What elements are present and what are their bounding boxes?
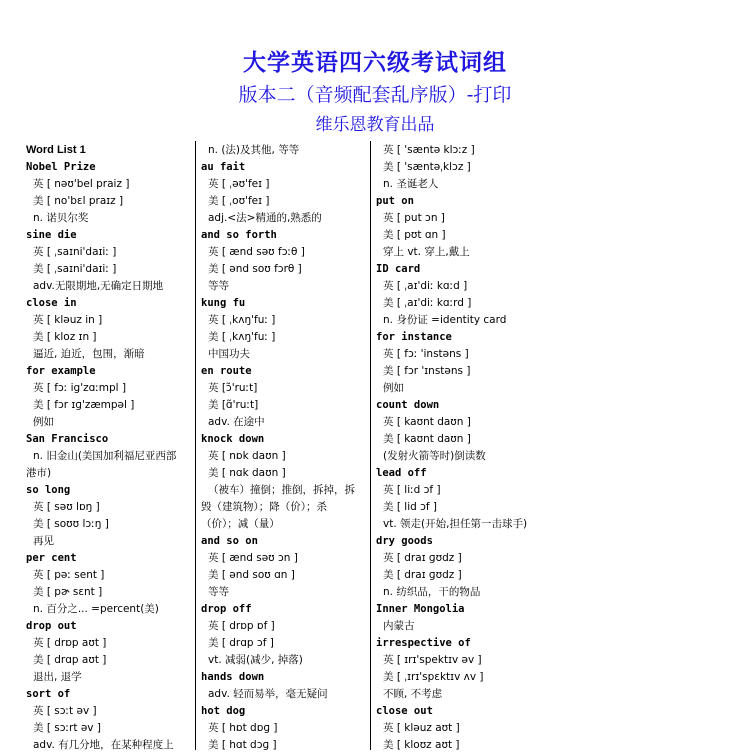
phrase-detail: adv. 有几分地，在某种程度上 bbox=[33, 739, 174, 751]
phrase-detail: 逼近, 迫近，包围，渐暗 bbox=[33, 348, 145, 360]
phrase-detail: 美 [ ˌɪrɪ'spɛktɪv ʌv ] bbox=[383, 671, 484, 683]
document-subtitle: 版本二（音频配套乱序版）-打印 bbox=[238, 84, 512, 106]
phrase-detail: adj.<法>精通的,熟悉的 bbox=[208, 212, 322, 224]
phrase-detail: 美 [ɑ̃'ruːt] bbox=[208, 399, 259, 411]
phrase-headword: per cent bbox=[26, 552, 77, 564]
phrase-headword: Inner Mongolia bbox=[376, 603, 465, 615]
phrase-detail: 美 [ drɑp ɔf ] bbox=[208, 637, 274, 649]
phrase-detail: 美 [ ˌoʊ'feɪ ] bbox=[208, 195, 270, 207]
phrase-detail: n. 旧金山(美国加利福尼亚西部 bbox=[33, 450, 177, 462]
phrase-detail: 英 [ pəː sent ] bbox=[33, 569, 105, 581]
phrase-detail: 美 [ draɪ ɡʊdz ] bbox=[383, 569, 462, 581]
phrase-detail: 英 [ səʊ lɒŋ ] bbox=[33, 501, 100, 513]
phrase-headword: knock down bbox=[201, 433, 265, 445]
phrase-headword: so long bbox=[26, 484, 71, 496]
phrase-detail: vt. 领走(开始,担任第一击球手) bbox=[383, 518, 528, 530]
phrase-detail: 再见 bbox=[33, 535, 54, 547]
phrase-detail: 英 [ɔ̃'ruːt] bbox=[208, 382, 258, 394]
publisher-line: 维乐恩教育出品 bbox=[315, 115, 435, 135]
phrase-detail: 不顾, 不考虑 bbox=[383, 688, 443, 700]
phrase-detail: 例如 bbox=[383, 382, 404, 394]
phrase-detail: 美 [ ˌsaɪni'daɪiː ] bbox=[33, 263, 117, 275]
phrase-detail-continued: 港市) bbox=[26, 467, 52, 479]
phrase-headword: drop off bbox=[201, 603, 252, 615]
phrase-detail: n. (法)及其他, 等等 bbox=[208, 144, 300, 156]
phrase-detail: adv. 轻而易举，毫无疑问 bbox=[208, 688, 328, 700]
phrase-detail: 穿上 vt. 穿上,戴上 bbox=[383, 246, 470, 258]
phrase-detail: 中国功夫 bbox=[208, 348, 250, 360]
word-list-heading: Word List 1 bbox=[26, 144, 86, 156]
phrase-detail: 美 [ nɑk daʊn ] bbox=[208, 467, 286, 479]
phrase-detail: 美 [ no'bɛl praɪz ] bbox=[33, 195, 124, 207]
phrase-detail: 美 [ pʊt ɑn ] bbox=[383, 229, 446, 241]
phrase-detail: 美 [ ˌaɪ'diː kɑːrd ] bbox=[383, 297, 472, 309]
phrase-detail: adv. 在途中 bbox=[208, 416, 265, 428]
phrase-headword: and so on bbox=[201, 535, 258, 547]
phrase-headword: irrespective of bbox=[376, 637, 471, 649]
phrase-headword: close out bbox=[376, 705, 433, 717]
phrase-detail: 美 [ lid ɔf ] bbox=[383, 501, 438, 513]
phrase-detail: (发射火箭等时)倒读数 bbox=[383, 450, 486, 462]
phrase-detail: 等等 bbox=[208, 586, 229, 598]
phrase-headword: hands down bbox=[201, 671, 265, 683]
phrase-detail: 英 [ drɒp ɒf ] bbox=[208, 620, 275, 632]
phrase-detail: 美 [ kaʊnt daʊn ] bbox=[383, 433, 471, 445]
phrase-detail: 英 [ liːd ɔf ] bbox=[383, 484, 441, 496]
phrase-headword: sort of bbox=[26, 688, 71, 700]
phrase-detail: n. 身份证 =identity card bbox=[383, 314, 507, 326]
phrase-detail: adv.无限期地,无确定日期地 bbox=[33, 280, 164, 292]
phrase-headword: close in bbox=[26, 297, 77, 309]
phrase-detail: 美 [ ˌkʌŋ'fuː ] bbox=[208, 331, 276, 343]
document-title: 大学英语四六级考试词组 bbox=[243, 50, 507, 76]
phrase-detail: 美 [ kloz ɪn ] bbox=[33, 331, 97, 343]
phrase-detail-continued: （价）；减（量） bbox=[201, 518, 280, 530]
phrase-detail: 美 [ ənd soʊ ɑn ] bbox=[208, 569, 295, 581]
phrase-detail: 英 [ ˌəʊ'feɪ ] bbox=[208, 178, 270, 190]
phrase-headword: au fait bbox=[201, 161, 246, 173]
phrase-headword: hot dog bbox=[201, 705, 246, 717]
phrase-detail: 美 [ sɔːrt əv ] bbox=[33, 722, 101, 734]
phrase-headword: dry goods bbox=[376, 535, 433, 547]
phrase-headword: and so forth bbox=[201, 229, 277, 241]
phrase-detail: n. 百分之... =percent(美) bbox=[33, 603, 159, 615]
phrase-headword: en route bbox=[201, 365, 252, 377]
phrase-headword: Nobel Prize bbox=[26, 161, 96, 173]
phrase-detail: n. 圣诞老人 bbox=[383, 178, 439, 190]
phrase-headword: San Francisco bbox=[26, 433, 109, 445]
phrase-headword: ID card bbox=[376, 263, 421, 275]
word-column-2 bbox=[201, 142, 371, 754]
phrase-detail: 英 [ kaʊnt daʊn ] bbox=[383, 416, 471, 428]
phrase-detail: 英 [ nəʊ'bel praiz ] bbox=[33, 178, 130, 190]
phrase-detail: 美 [ ənd soʊ fɔrθ ] bbox=[208, 263, 302, 275]
phrase-detail: 英 [ put ɔn ] bbox=[383, 212, 445, 224]
phrase-detail: 英 [ hɒt dɒɡ ] bbox=[208, 722, 278, 734]
phrase-detail: 英 [ ˌkʌŋ'fuː ] bbox=[208, 314, 276, 326]
phrase-detail-continued: 毁（建筑物）；降（价）；杀 bbox=[201, 501, 327, 513]
phrase-detail: 美 [ pɚ sɛnt ] bbox=[33, 586, 103, 598]
phrase-detail: 美 [ 'sæntəˌklɔz ] bbox=[383, 161, 471, 173]
phrase-detail: 等等 bbox=[208, 280, 229, 292]
phrase-detail: 例如 bbox=[33, 416, 54, 428]
phrase-detail: vt. 减弱(减少, 掉落) bbox=[208, 654, 303, 666]
word-column-3 bbox=[376, 142, 546, 754]
phrase-detail: 英 [ kləuz aʊt ] bbox=[383, 722, 460, 734]
phrase-detail: 英 [ ˌaɪ'diː kɑːd ] bbox=[383, 280, 468, 292]
phrase-detail: 英 [ kləuz in ] bbox=[33, 314, 103, 326]
phrase-detail: 英 [ fɔː ig'zɑːmpl ] bbox=[33, 382, 127, 394]
phrase-headword: put on bbox=[376, 195, 414, 207]
phrase-detail: 美 [ fɔr ɪɡ'zæmpəl ] bbox=[33, 399, 135, 411]
word-column-1 bbox=[26, 142, 196, 754]
phrase-detail: 英 [ ɪrɪ'spektɪv əv ] bbox=[383, 654, 482, 666]
phrase-detail: 英 [ ˌsaɪni'daɪiː ] bbox=[33, 246, 117, 258]
phrase-headword: kung fu bbox=[201, 297, 246, 309]
phrase-detail: 英 [ 'sæntə klɔːz ] bbox=[383, 144, 475, 156]
phrase-detail: 退出, 退学 bbox=[33, 671, 82, 683]
phrase-detail: 美 [ drɑp aʊt ] bbox=[33, 654, 107, 666]
phrase-detail: 英 [ sɔːt əv ] bbox=[33, 705, 97, 717]
phrase-headword: lead off bbox=[376, 467, 427, 479]
phrase-detail: 美 [ soʊʊ lɔːŋ ] bbox=[33, 518, 109, 530]
phrase-headword: sine die bbox=[26, 229, 77, 241]
phrase-detail: 美 [ hɑt dɔɡ ] bbox=[208, 739, 277, 751]
phrase-detail: 英 [ ænd səʊ fɔːθ ] bbox=[208, 246, 305, 258]
phrase-detail: 英 [ nɒk daʊn ] bbox=[208, 450, 286, 462]
phrase-detail: 英 [ draɪ ɡʊdz ] bbox=[383, 552, 462, 564]
phrase-headword: for example bbox=[26, 365, 96, 377]
phrase-headword: for instance bbox=[376, 331, 452, 343]
phrase-detail: 英 [ fɔː 'instəns ] bbox=[383, 348, 469, 360]
phrase-detail: n. 纺织品，干的物品 bbox=[383, 586, 481, 598]
phrase-headword: count down bbox=[376, 399, 440, 411]
phrase-detail: 英 [ ænd səʊ ɔn ] bbox=[208, 552, 298, 564]
phrase-detail: 美 [ fɔr 'ɪnstəns ] bbox=[383, 365, 471, 377]
phrase-detail: （被车）撞倒；推倒，拆掉，拆 bbox=[208, 484, 355, 496]
phrase-detail: 内蒙古 bbox=[383, 620, 415, 632]
phrase-headword: drop out bbox=[26, 620, 77, 632]
phrase-detail: 美 [ kloʊz aʊt ] bbox=[383, 739, 460, 751]
phrase-detail: 英 [ drɒp aʊt ] bbox=[33, 637, 107, 649]
phrase-detail: n. 诺贝尔奖 bbox=[33, 212, 89, 224]
